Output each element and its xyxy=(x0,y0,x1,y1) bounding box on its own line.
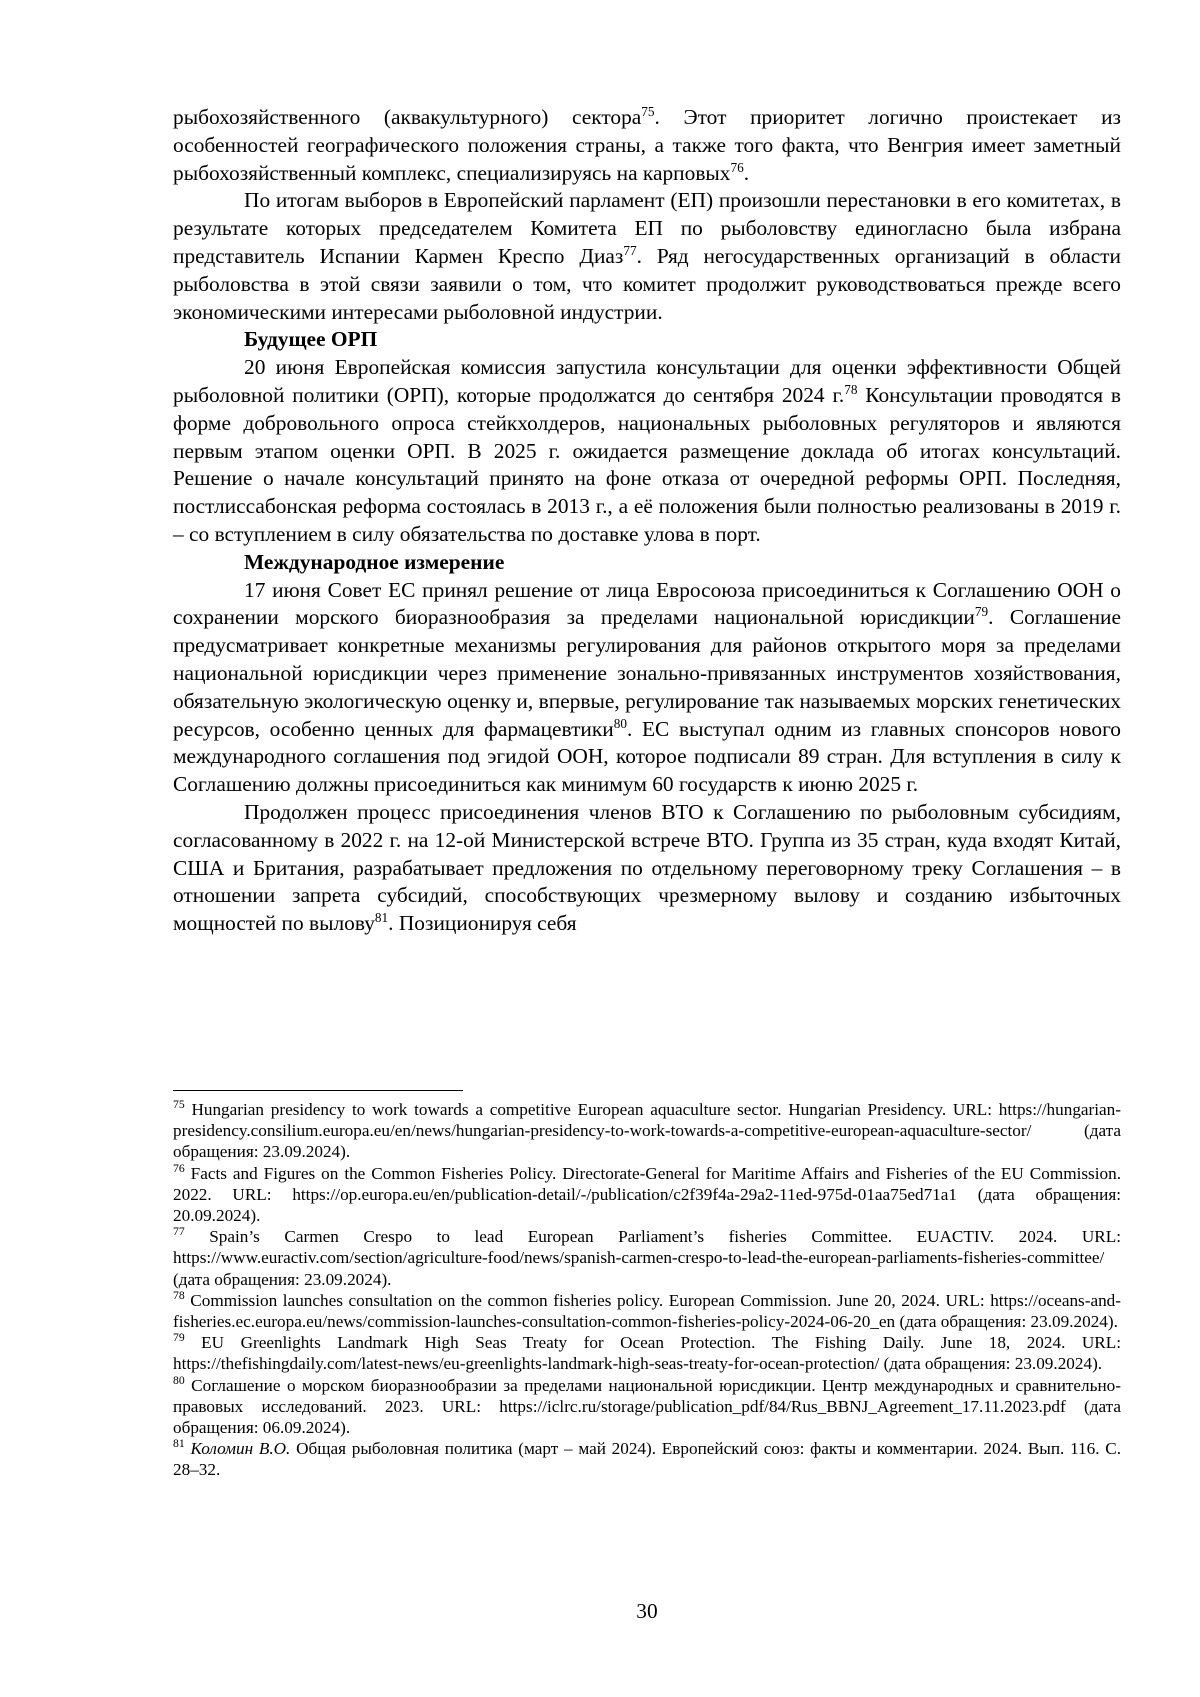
footnote-79: $^{79}$ EU Greenlights Landmark High Seas Treaty for Ocean Protection. The Fishing Daily. June 18, 2024. URL: https://thefishingdaily.com/latest-news/eu-greenlights-landmark-high-seas-treaty-for-ocean-protection/ (дата обращения: 23.09.2024). xyxy=(173,1330,1121,1374)
paragraph-elections: По итогам выборов в Европейский парламент (ЕП) произошли перестановки в его комитетах, в результате которых председателем Комитета ЕП по рыболовству единогласно была избрана представитель Испании Кармен Креспо Диаз$^{77}$. Ряд негосударственных организаций в области рыболовства в этой связи заявили о том, что комитет продолжит руководствоваться прежде всего экономическими интересами рыболовной индустрии. xyxy=(173,188,1121,324)
footnote-ref-79[interactable]: 79 xyxy=(974,604,989,620)
footnote-77: $^{77}$ Spain’s Carmen Crespo to lead European Parliament’s fisheries Committee. EUACTIV. 2024. URL: https://www.euractiv.com/section/agriculture-food/news/spanish-carmen-crespo-to-lead-the-european-parliaments-fisheries-committee/ (дата обращения: 23.09.2024). xyxy=(173,1224,1122,1289)
section-heading-future-cfp: Будущее ОРП xyxy=(244,327,378,352)
paragraph-wto: Продолжен процесс присоединения членов ВТО к Соглашению по рыболовным субсидиям, согласованному в 2022 г. на 12-ой Министерской встрече ВТО. Группа из 35 стран, куда входят Китай, США и Британия, разрабатывает предложения по отдельному переговорному треку Соглашения – в отношении запрета субсидий, способствующих чрезмерному вылову и созданию избыточных мощностей по вылову$^{81}$. Позиционируя себя xyxy=(173,799,1121,936)
footnote-author: Коломин В.О. xyxy=(190,1439,291,1459)
paragraph-un-agreement: 17 июня Совет ЕС принял решение от лица Евросоюза присоединиться к Соглашению ООН о сохранении морского биоразнообразия за пределами национальной юрисдикции$^{79}$. Соглашение предусматривает конкретные механизмы регулирования для районов открытого моря за пределами национальной юрисдикции через применение зонально-привязанных инструментов хозяйствования, обязательную экологическую оценку и, впервые, регулирование так называемых морских генетических ресурсов, особенно ценных для фармацевтики$^{80}$. ЕС выступал одним из главных спонсоров нового международного соглашения под эгидой ООН, которое подписали 89 стран. Для вступления в силу к Соглашению должны присоединиться как минимум 60 государств к июню 2025 г. xyxy=(173,577,1122,797)
paragraph-consultation: 20 июня Европейская комиссия запустила консультации для оценки эффективности Общей рыболовной политики (ОРП), которые продолжатся до сентября 2024 г.$^{78}$ Консультации проводятся в форме добровольного опроса стейкхолдеров, национальных рыболовных регуляторов и являются первым этапом оценки ОРП. В 2025 г. ожидается размещение доклада об итогах консультаций. Решение о начале консультаций принято на фоне отказа от очередной реформы ОРП. Последняя, постлиссабонская реформа состоялась в 2013 г., а её положения были полностью реализованы в 2019 г. – со вступлением в силу обязательства по доставке улова в порт. xyxy=(173,355,1121,546)
footnote-ref-77[interactable]: 77 xyxy=(623,242,637,258)
footnote-80: $^{80}$ Соглашение о морском биоразнообразии за пределами национальной юрисдикции. Центр международных и сравнительно-правовых исследований. 2023. URL: https://iclrc.ru/storage/publication_pdf/84/Rus_BBNJ_Agreement_17.11.2023.pdf (дата обращения: 06.09.2024). xyxy=(173,1373,1121,1438)
main-text xyxy=(173,104,1121,938)
footnote-separator xyxy=(173,1090,463,1091)
page-number: 30 xyxy=(636,1599,658,1623)
footnote-78: $^{78}$ Commission launches consultation on the common fisheries policy. European Commission. June 20, 2024. URL: https://oceans-and-fisheries.ec.europa.eu/news/commission-launches-consultation-common-fisheries-policy-2024-06-20_en (дата обращения: 23.09.2024). xyxy=(173,1288,1121,1332)
footnote-75: $^{75}$ Hungarian presidency to work towards a competitive European aquaculture sector. Hungarian Presidency. URL: https://hungarian-presidency.consilium.europa.eu/en/news/hungarian-presidency-to-work-towards-a-competitive-european-aquaculture-sector/ (дата обращения: 23.09.2024). xyxy=(173,1097,1122,1162)
footnote-ref-78[interactable]: 78 xyxy=(844,381,858,397)
footnote-ref-76[interactable]: 76 xyxy=(730,159,744,175)
footnote-ref-81[interactable]: 81 xyxy=(374,909,389,925)
section-heading-international: Международное измерение xyxy=(244,549,505,574)
footnote-76: $^{76}$ Facts and Figures on the Common Fisheries Policy. Directorate-General for Maritime Affairs and Fisheries of the EU Commission. 2022. URL: https://op.europa.eu/en/publication-detail/-/publication/c2f39f4a-29a2-11ed-975d-01aa75ed71a1 (дата обращения: 20.09.2024). xyxy=(173,1161,1122,1226)
footnote-ref-75[interactable]: 75 xyxy=(641,103,655,119)
footnote-81: $^{81}$ Коломин В.О. Общая рыболовная политика (март – май 2024). Европейский союз: факты и комментарии. 2024. Вып. 116. С. 28–32. xyxy=(173,1437,1122,1480)
footnotes xyxy=(173,1099,1121,1481)
paragraph-continued: рыбохозяйственного (аквакультурного) сектора$^{75}$. Этот приоритет логично проистекает из особенностей географического положения страны, а также того факта, что Венгрия имеет заметный рыбохозяйственный комплекс, специализируясь на карповых$^{76}$. xyxy=(173,103,1121,185)
footnote-ref-80[interactable]: 80 xyxy=(613,715,627,731)
